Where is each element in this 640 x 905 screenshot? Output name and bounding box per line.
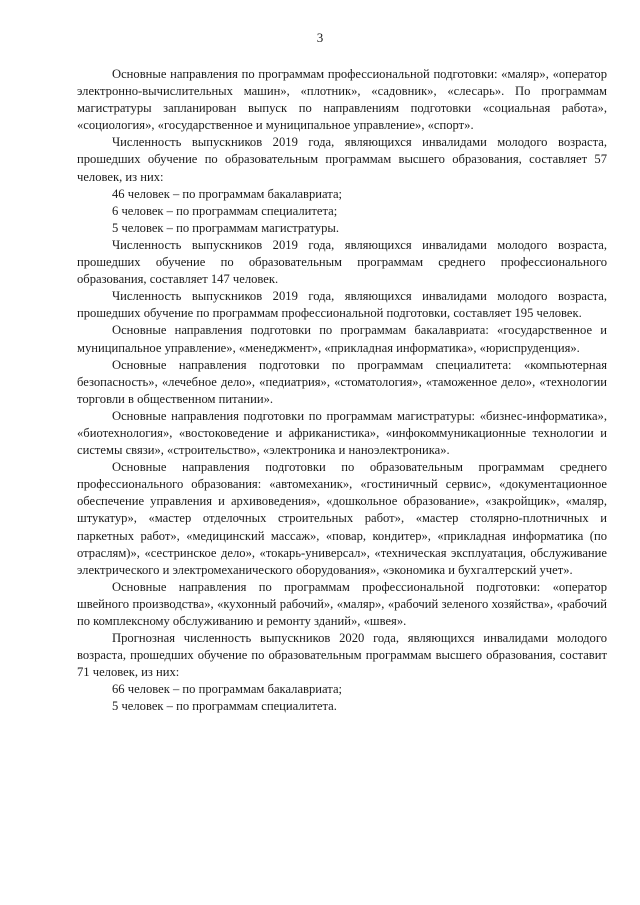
- paragraph-vocational-training-2019: Численность выпускников 2019 года, являющихся инвалидами молодого возраста, прошедших обучение по программам профессиональной подготовки, составляет 195 человек.: [77, 289, 607, 321]
- paragraph-forecast-2020: Прогнозная численность выпускников 2020 года, являющихся инвалидами молодого возраста, прошедших обучение по образовательным программам высшего образования, составит 71 человек, из них:: [77, 631, 607, 680]
- paragraph-vocational-directions: Основные направления по программам профессиональной подготовки: «оператор швейного производства», «кухонный рабочий», «маляр», «рабочий зеленого хозяйства», «рабочий по комплексному обслуживанию и ремонту зданий», «швея».: [77, 579, 607, 628]
- paragraph-secondary-vocational-directions: Основные направления подготовки по образовательным программам среднего профессионального образования: «автомеханик», «гостиничный сервис», «документационное обеспечение управления и архивоведения», «дошкольное образование», «закройщик», «маляр, штукатур», «мастер отделочных строительных работ», «мастер столярно-плотничных и паркетных работ», «медицинский массаж», «повар, кондитер», «прикладная информатика (по отраслям)», «сестринское дело», «токарь-универсал», «техническая эксплуатация, обслуживание электрического и электромеханического оборудования», «экономика и бухгалтерский учет».: [77, 460, 607, 577]
- paragraph-bachelor-directions: Основные направления подготовки по программам бакалавриата: «государственное и муниципальное управление», «менеджмент», «прикладная информатика», «юриспруденция».: [77, 323, 607, 355]
- paragraph-higher-education-2019: Численность выпускников 2019 года, являющихся инвалидами молодого возраста, прошедших обучение по образовательным программам высшего образования, составляет 57 человек, из них:: [77, 135, 607, 184]
- page-number: 3: [316, 30, 324, 45]
- list-item-bachelor-2020: 66 человек – по программам бакалавриата;: [112, 682, 343, 697]
- list-item-master: 5 человек – по программам магистратуры.: [112, 220, 339, 235]
- paragraph-specialist-directions: Основные направления подготовки по программам специалитета: «компьютерная безопасность», «лечебное дело», «педиатрия», «стоматология», «таможенное дело», «технологии торговли в общественном питании».: [77, 357, 607, 406]
- paragraph-professional-training: Основные направления по программам профессиональной подготовки: «маляр», «оператор электронно-вычислительных машин», «плотник», «садовник», «слесарь». По программам магистратуры запланирован выпуск по направлениям подготовки «социальная работа», «социология», «государственное и муниципальное управление», «спорт».: [77, 67, 607, 133]
- paragraph-master-directions: Основные направления подготовки по программам магистратуры: «бизнес-информатика», «биотехнология», «востоковедение и африканистика», «инфокоммуникационные технологии и системы связи», «строительство», «электроника и наноэлектроника».: [77, 408, 607, 458]
- list-item-specialist-2020: 5 человек – по программам специалитета.: [112, 699, 337, 714]
- document-body: [77, 66, 607, 716]
- list-item-specialist: 6 человек – по программам специалитета;: [112, 203, 338, 218]
- paragraph-secondary-vocational-2019: Численность выпускников 2019 года, являющихся инвалидами молодого возраста, прошедших обучение по образовательным программам среднего профессионального образования, составляет 147 человек.: [77, 237, 607, 287]
- list-item-bachelor: 46 человек – по программам бакалавриата;: [112, 186, 343, 201]
